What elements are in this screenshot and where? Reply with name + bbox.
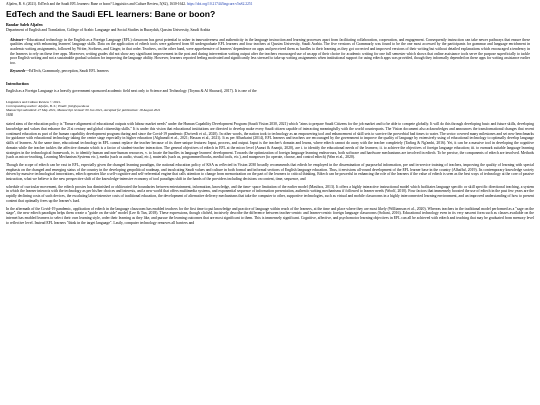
corresponding-label: Corresponding author: — [6, 103, 38, 108]
body-paragraph-1: stated aims of the education policy is "Ensure alignment of educational outputs with labour market needs" under the Human Capability Development Program (Saudi Vision 2030, 2021) which "aims to prepare Saudi Citizens for the job market and to be able to compete globally. It will do this through developing basic and future skills, developing knowledge and values that enhance the 21st century and global citizenship skills." It is under this vision that educational institutions are directed to develop make every Saudi citizen capable of interacting meaningfully with the world counterparts. The Vision document also acknowledges and announces the transformational changes that recent continued education as part of the human capability development program during and since the Covid-19 pandemic (Dwivedi et al., 2020). In other words, the nation took to technology as an empowering tool and enhancement of skill sets to survive the proverbial bad times to water. The sector covered many milestones and set new benchmarks for guidance with educational technology taking the centre stage especially in higher education (Alghamdi et al., 2021; Hassan et al., 2021). It as per Albarkaini (2014), EFL learners and teachers are encouraged by the government to improve the quality of language by extensively using of educational technology to optimally develop language skills of learners. At the same time, educational technology in EFL cannot replace the teacher because of its three unique features: Input, process, and output. Input is the teacher's domain and learns, where edtech cannot do away with the teacher completely (Tarling & Ng'ambi, 2016). Yet, it can be a massive tool in developing the cognitive domain while the teacher tackles the affective domain which is a factor of student-teacher interaction. The general objectives of edtech in EFL at the micro level (Aamri & Ananjit, 2020), are i. to identify the educational needs of the learners; ii. to achieve the objectives of foreign language education; iii. to earmark suitable language learning strategies in the technological framework, iv. to identify human and non-human resources, v. to locate the hurdles in language learners' development. Towards the optimization of foreign language learning endeavours, both software and hardware mechanisms are involved in edtech. To be precise, the components of edtech are involved. Methods (such as micro-teaching, Learning Mechanism Systems etc.), media (such as audio, visual, etc.), materials (such as, programmed books, medial tools, etc.), and manpower (to operate, choose, and control edtech) (Wan et al., 2020). — [6, 122, 534, 160]
keywords-text: ---EdTech, Grammarly, perception, Saudi EFL learners — [25, 69, 109, 74]
doi-link[interactable]: https://doi.org/10.21744/lingcure.v5nS2.2251 — [186, 2, 253, 6]
footnotes — [6, 100, 221, 112]
abstract-label: Abstract — [10, 37, 24, 42]
abstract-text: ---Educational technology in the English as a Foreign Language (EFL) classroom has great potential to usher in innovativeness and authenticity in the language instruction and learning processes apart from facilitating collaboration, cooperation, and engagement. Consequently instruction can take newer pathways that ensure these qualities along with enhancing learners' language skills. Data on the application of edtech tools were gathered from 60 undergraduate EFL learners and four teachers at Qassim University, Saudi Arabia. The five versions of Grammarly was found to be the one most accessed by the participants for grammar and language enrichment in academic writing assignments, followed by Writer, Scribens, and Ginger, in that order. Teachers, on the other hand, were apprehensive of learners' dependence on apps and perceived them as hurdles to their learning as they got corrected and improved versions of their writing but without detailed explanations which encouraged a tendency in the learners to rely on these free apps. Moreover, writing grades did not show any significant improvement in the post and during intervention writing output after the teachers encouraged use of an app of their choice for academic writing for one full semester which shows that online assistance tools serve the purpose superficially to tackle poor English writing and not a sustainable gradual solution for improving the language ability. However, learners reported feeling motivated and significantly less stressed to take up writing assignments when institutional support for using edtech apps was provided, though they informally depended on these apps for writing assistance earlier too. — [10, 37, 530, 65]
author-name: Bandar Saleh Aljafen — [6, 22, 43, 28]
keywords — [10, 69, 530, 74]
body-paragraph-4: In the aftermath of the Covid-19 pandemic, application of edtech in the language classroom has enabled teachers for the first time to put knowledge and practice of language within reach of the learners, at the time and place where they are most likely (Williamson et al., 2020). Whereas teachers in the traditional model performed as a "sage on the stage", the new edtech paradigm helps them create a "guide on the side" model (Lee & Tan, 2018). These expressions, though clichéd, incisively describe the difference between teacher-centric and learner-centric foreign language classrooms (Soltani, 2016). Educational technology even in its very nascent form such as classes available on the internet has enabled learners to select their own learning style, order their learning as they like, and pursue the learning outcomes that are most significant to them. This is immensely significant. Cognitive, affective, and psychomotor learning objectives in EFL can all be achieved with edtech and teaching that may be graduated from memory level to reflective level. Instead EFL learners "think in the target language". Lastly, computer technology removes all barriers and — [6, 206, 534, 225]
corresponding-text: Aljafen, B. S.; Email: jbsl@qu.edu.sa — [38, 103, 90, 108]
keywords-label: Keywords — [10, 69, 26, 74]
body-paragraph-3: schedule of curricular movement, the edtech proxies has diminished or obliterated the boundaries between entertainment, information, knowledge, and the time- space limitation of the earlier model (Mastbox, 2013). It offers a highly interactive instructional model which facilitates language specific or skill specific directional teaching, a system in which the learner interacts with the technology as per his/her choices and interests, and a new world that offers multimedia systems, and exponential sequence of information presentation, authentic writing mechanisms if followed to learner needs (Woolf, 2010). Four factors that immensely boosted the use of edtech in the past few years are the rapidly declining costs of such devices, the escalating labor-intensive costs of traditional education, the development of alternative delivery mechanisms that take the computer to other, supportive technologies, such as virtual and mobile classrooms in a highly interconnected learning environment, and an improved understanding of how to present content that optimally frees up the learner's load. — [6, 184, 534, 203]
page-number: 1630 — [6, 112, 14, 117]
running-head-citation: Aljafen, B. S. (2021). EdTech and the Saudi EFL learners: Bane or boon? Linguistics and Culture Review, 5(S2), 1630-1642. — [6, 2, 186, 6]
paper-title: EdTech and the Saudi EFL learners: Bane or boon? — [6, 9, 216, 20]
body-paragraph-2: Though the scope of edtech can be vast in EFL, especially given the changed learning paradigm, the national education policy of KSA as reflected in Vision 2030 broadly recommends that edtech be employed in the dissemination of purposeful information, pre and in-service training of teachers, improving the quality of learning with special emphasis on the changed and emerging status of the country in the developing geopolitical roadmap, and inculcating Saudi values and culture in both formal and informal sections of English language education. Thus, it envisions all-round development of the EFL learner base in the country (Alhaffaf, 2019). Its contemporary knowledge society driven by massive technological innovations, edtech operates like a self-cognitive and self-referential engine that calls attention to change from memorization on the part of the learners to critical thinking. Edtech can be powerful in enhancing the role of the learners if the value of edtech is seen as the best ways of technology at the core of passive instruction, what we believe is the new perspective shift of the knowledge-intensive economy of tool paradigm shift in the hands of the providers including decisions on content, time, sequence, and — [6, 162, 534, 182]
paper-page — [6, 2, 534, 225]
abstract — [10, 38, 530, 66]
running-head — [6, 2, 534, 6]
author-affiliation: Department of English and Translation, College of Arabic Language and Social Studies in Buraydah, Qassim University, Saudi Arabia — [6, 28, 211, 33]
footnote-manuscript: Manuscript submitted: 27 May 2021, Manuscript revised: 09 Jun 2021, Accepted for publication: 18 August 2021 — [6, 107, 161, 112]
intro-paragraph: English as a Foreign Language is a heavily government sponsored academic field next only to Science and Technology (Toyma & Al Shaouri), 2017). It is one of the — [6, 88, 257, 93]
footnote-journal: Linguistics and Culture Review © 2021. — [6, 99, 61, 104]
section-heading-introduction: Introduction — [6, 80, 29, 86]
